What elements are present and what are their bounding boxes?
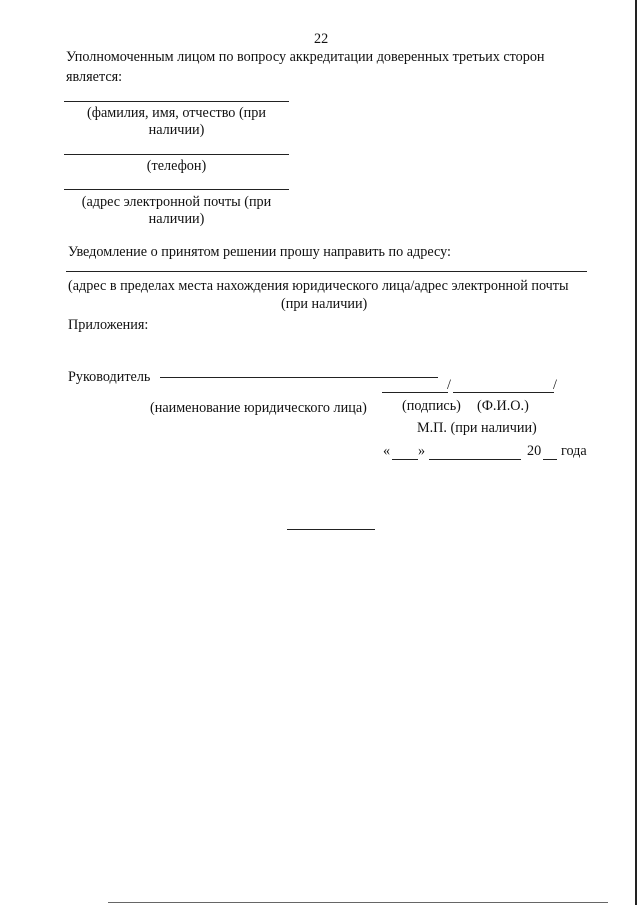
page-number: 22 (314, 31, 329, 47)
fio-caption-1: (фамилия, имя, отчество (при (87, 105, 266, 121)
address-caption-1: (адрес в пределах места нахождения юридического лица/адрес электронной почты (68, 278, 569, 294)
day-underline (392, 459, 418, 460)
intro-line-1: Уполномоченным лицом по вопросу аккредитации доверенных третьих сторон (66, 49, 545, 65)
fio-caption-2: наличии) (148, 122, 205, 138)
stamp-label: М.П. (при наличии) (417, 420, 537, 436)
address-caption-2: (при наличии) (281, 296, 368, 312)
year-underline (543, 459, 557, 460)
scan-edge-bottom (108, 902, 608, 903)
scan-edge-right (635, 0, 637, 905)
date-open-quote: « (383, 443, 391, 459)
sign-underline (382, 392, 448, 393)
phone-caption: (телефон) (146, 158, 207, 174)
email-underline (64, 189, 289, 190)
date-close-quote: » (418, 443, 426, 459)
slash-2: / (553, 377, 557, 393)
fio-sign-caption: (Ф.И.О.) (477, 398, 529, 414)
phone-underline (64, 154, 289, 155)
email-caption-2: наличии) (148, 211, 205, 227)
org-caption: (наименование юридического лица) (150, 400, 367, 416)
sign-caption: (подпись) (402, 398, 461, 414)
address-underline (66, 271, 587, 272)
fio-underline (64, 101, 289, 102)
fio-sign-underline (453, 392, 554, 393)
intro-line-2: является: (66, 69, 123, 85)
notification-text: Уведомление о принятом решении прошу направить по адресу: (68, 244, 451, 260)
year-prefix: 20 (527, 443, 542, 459)
head-label: Руководитель (68, 369, 151, 385)
month-underline (429, 459, 521, 460)
attachments-label: Приложения: (68, 317, 149, 333)
slash-1: / (447, 377, 451, 393)
end-separator (287, 529, 375, 530)
year-suffix: года (561, 443, 587, 459)
email-caption-1: (адрес электронной почты (при (81, 194, 272, 210)
org-underline (160, 377, 438, 378)
